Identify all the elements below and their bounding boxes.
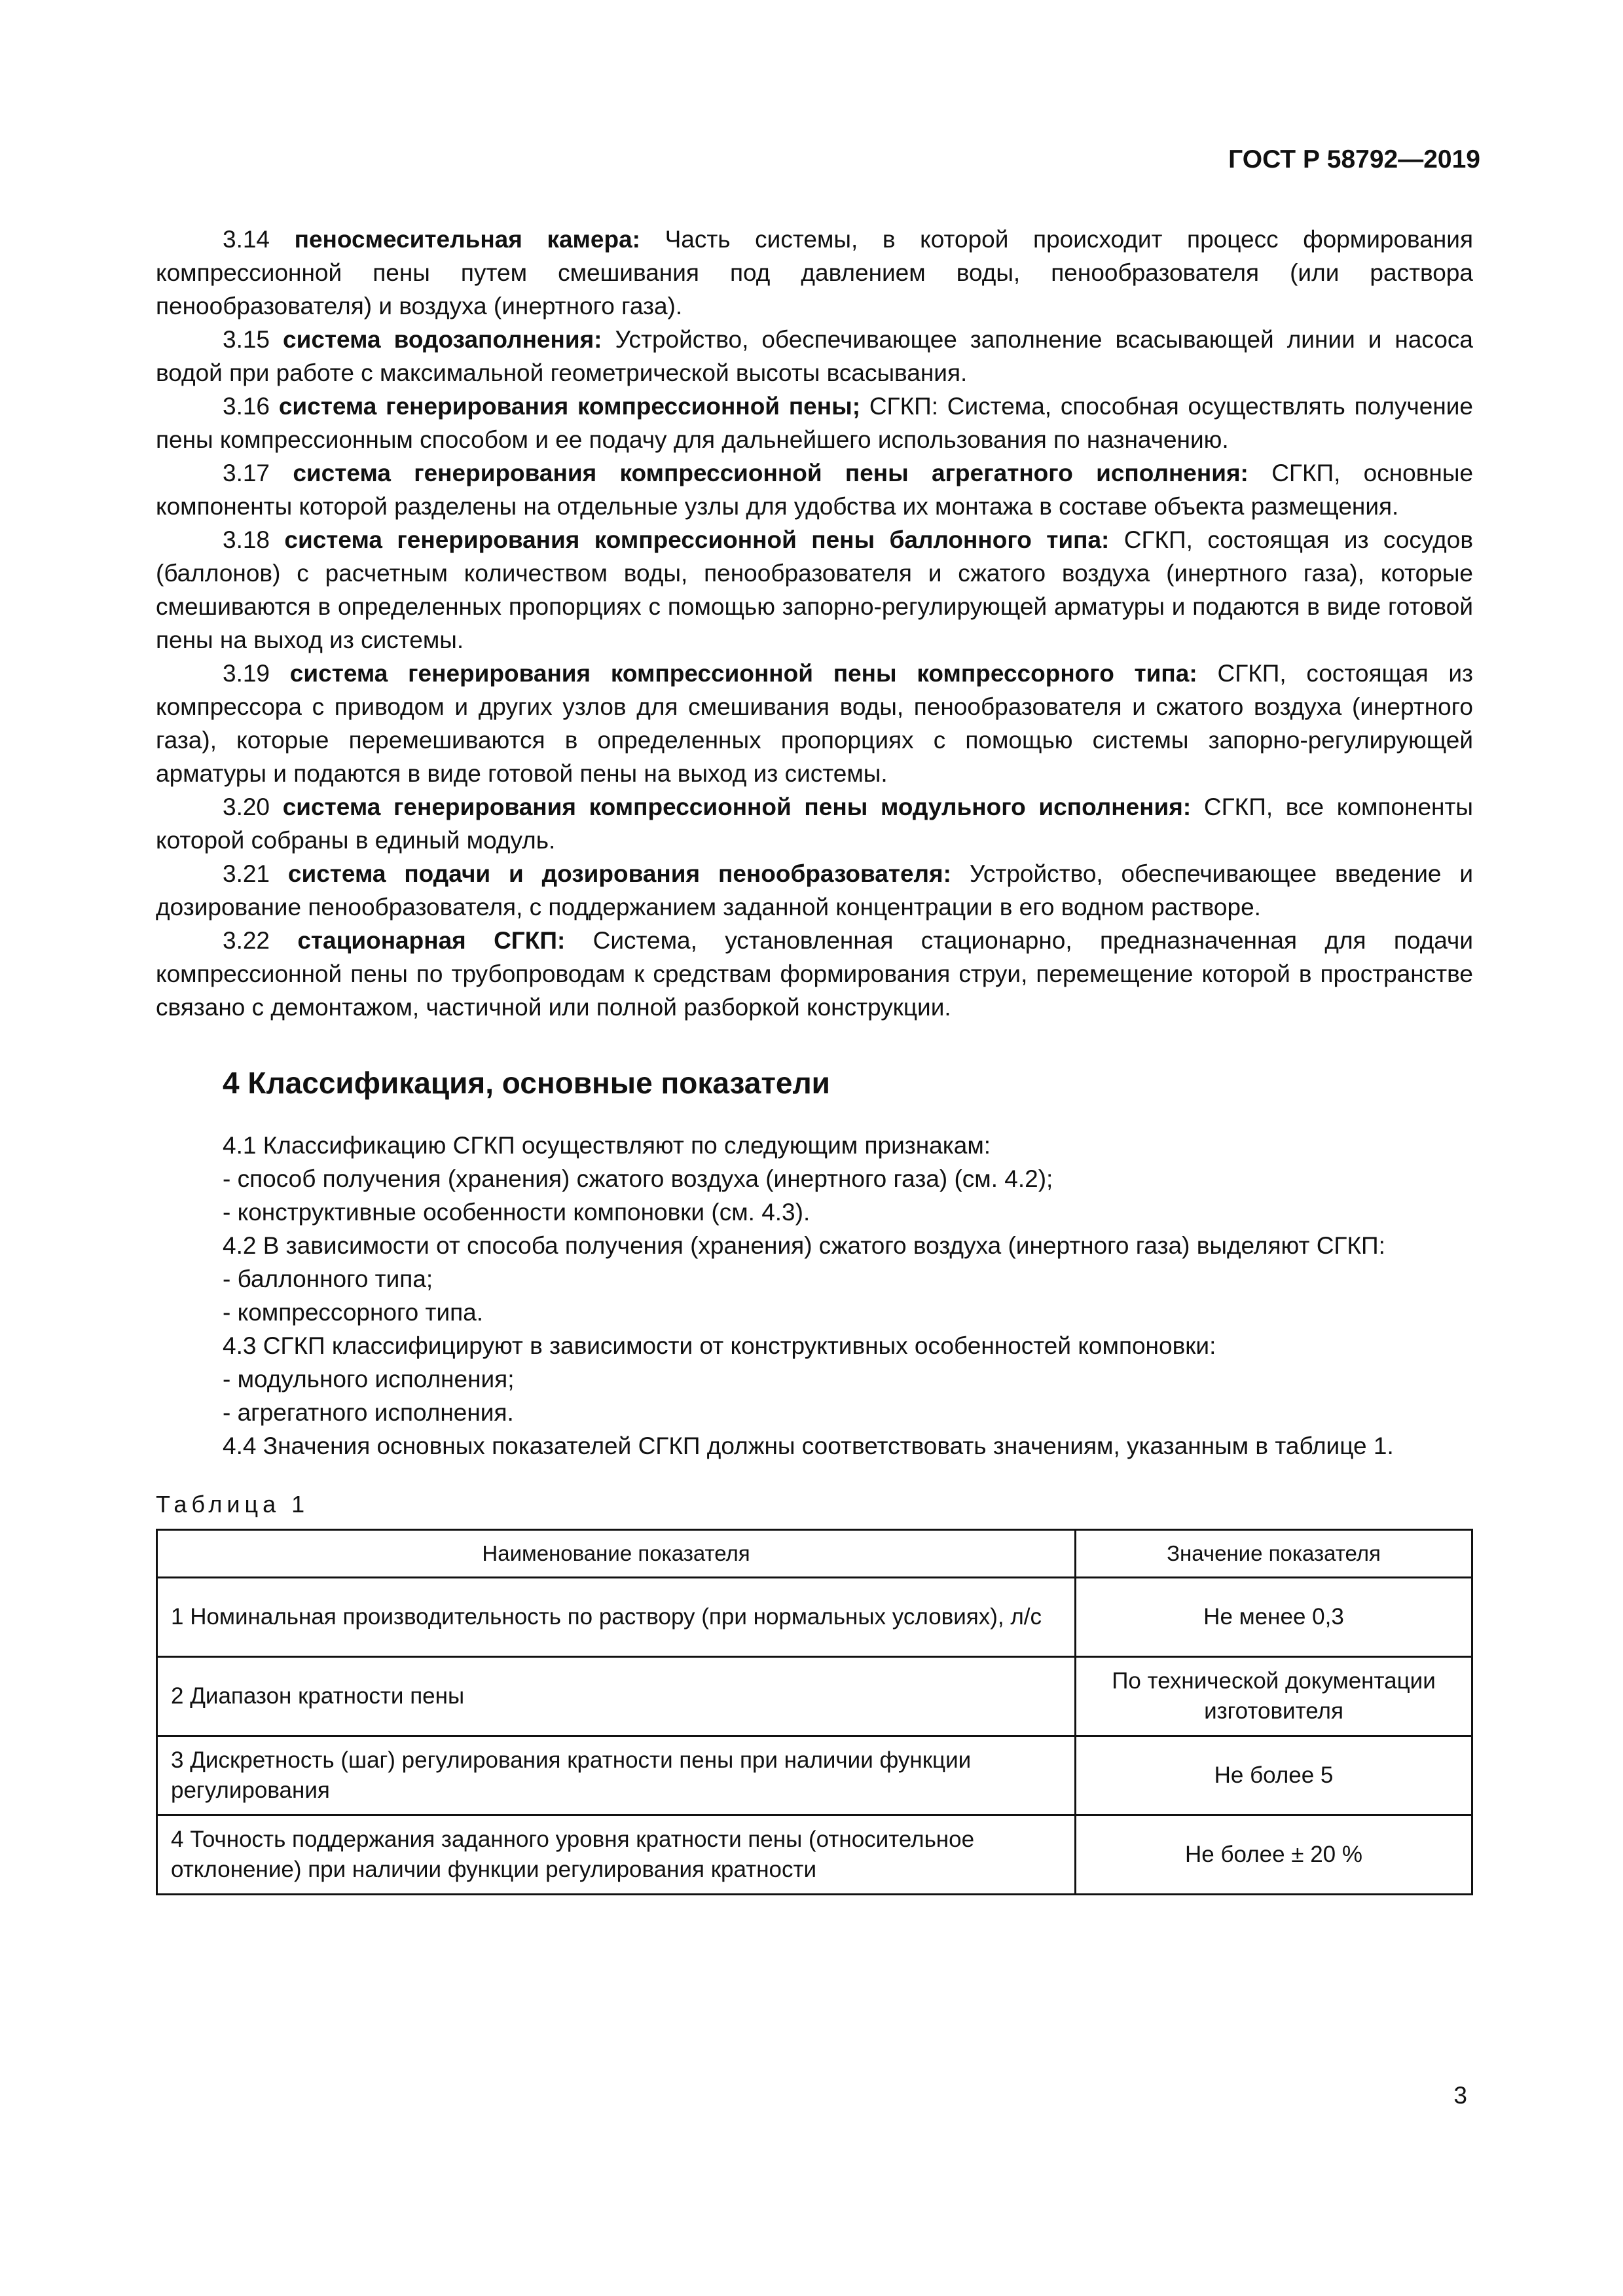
term: система водозаполнения: xyxy=(283,326,602,353)
paragraph-4-3: 4.3 СГКП классифицируют в зависимости от конструктивных особенностей компоновки: xyxy=(223,1332,1216,1359)
definition-3-14: 3.14 пеносмесительная камера: Часть системы, в которой происходит процесс формирования компрессионной пены путем смешивания под давлением воды, пенообразователя (или раствора пенообразователя) и воздуха (инертного газа). xyxy=(156,226,1474,319)
definition-3-15: 3.15 система водозаполнения: Устройство, обеспечивающее заполнение всасывающей линии и насоса водой при работе с максимальной геометрической высоты всасывания. xyxy=(156,326,1473,386)
definition-3-20: 3.20 система генерирования компрессионной пены модульного исполнения: СГКП, все компоненты которой собраны в единый модуль. xyxy=(156,793,1474,854)
definition-3-18: 3.18 система генерирования компрессионной пены баллонного типа: СГКП, состоящая из сосудов (баллонов) с расчетным количеством воды, пенообразователя и сжатого воздуха (инертного газа), которые смешиваются в определенных пропорциях с помощью запорно-регулирующей арматуры и подаются в виде готовой пены на выход из системы. xyxy=(156,526,1474,653)
definition-3-21: 3.21 система подачи и дозирования пенообразователя: Устройство, обеспечивающее введение и дозирование пенообразователя, с поддержанием заданной концентрации в его водном растворе. xyxy=(156,860,1473,920)
list-item: - агрегатного исполнения. xyxy=(223,1399,514,1426)
page-number: 3 xyxy=(1453,2082,1467,2109)
table-caption: Таблица 1 xyxy=(156,1491,310,1518)
page-content xyxy=(156,223,1473,1895)
list-item: - конструктивные особенности компоновки (см. 4.3). xyxy=(223,1199,811,1226)
table-row xyxy=(157,1815,1472,1895)
table-row xyxy=(157,1657,1472,1736)
paragraph-4-2: 4.2 В зависимости от способа получения (хранения) сжатого воздуха (инертного газа) выделяют СГКП: xyxy=(223,1232,1385,1259)
definition-3-22: 3.22 стационарная СГКП: Система, установленная стационарно, предназначенная для подачи компрессионной пены по трубопроводам к средствам формирования струи, перемещение которой в пространстве связано с демонтажом, частичной или полной разборкой конструкции. xyxy=(156,927,1473,1021)
paragraph-4-4: 4.4 Значения основных показателей СГКП должны соответствовать значениям, указанным в таблице 1. xyxy=(223,1432,1394,1459)
table-cell-name: 3 Дискретность (шаг) регулирования кратности пены при наличии функции регулирования xyxy=(157,1736,1076,1815)
list-item: - модульного исполнения; xyxy=(223,1366,515,1393)
term: система генерирования компрессионной пены агрегатного исполнения: xyxy=(293,460,1249,486)
standard-code-header: ГОСТ Р 58792—2019 xyxy=(1228,145,1480,173)
table-cell-name: 1 Номинальная производительность по раствору (при нормальных условиях), л/с xyxy=(157,1578,1076,1657)
table-cell-value: По технической документации изготовителя xyxy=(1076,1657,1472,1736)
table-cell-name: 4 Точность поддержания заданного уровня кратности пены (относительное отклонение) при наличии функции регулирования кратности xyxy=(157,1815,1076,1895)
definition-3-19: 3.19 система генерирования компрессионной пены компрессорного типа: СГКП, состоящая из компрессора с приводом и других узлов для смешивания воды, пенообразователя и сжатого воздуха (инертного газа), которые перемешиваются в определенных пропорциях с помощью системы запорно-регулирующей арматуры и подаются в виде готовой пены на выход из системы. xyxy=(156,660,1474,787)
table-header-value: Значение показателя xyxy=(1076,1530,1472,1578)
section-4-title: 4 Классификация, основные показатели xyxy=(223,1066,830,1100)
table-row xyxy=(157,1736,1472,1815)
paragraph-4-1: 4.1 Классификацию СГКП осуществляют по следующим признакам: xyxy=(223,1132,991,1159)
term: стационарная СГКП: xyxy=(297,927,566,954)
table-cell-name: 2 Диапазон кратности пены xyxy=(157,1657,1076,1736)
list-item: - баллонного типа; xyxy=(223,1266,433,1292)
table-header-name: Наименование показателя xyxy=(157,1530,1076,1578)
term: пеносмесительная камера: xyxy=(294,226,640,253)
term: система подачи и дозирования пенообразователя: xyxy=(287,860,951,887)
list-item: - способ получения (хранения) сжатого воздуха (инертного газа) (см. 4.2); xyxy=(223,1165,1053,1192)
table-cell-value: Не более ± 20 % xyxy=(1076,1815,1472,1895)
table-cell-value: Не более 5 xyxy=(1076,1736,1472,1815)
table-row xyxy=(157,1578,1472,1657)
list-item: - компрессорного типа. xyxy=(223,1299,484,1326)
term: система генерирования компрессионной пены модульного исполнения: xyxy=(282,793,1192,820)
term: система генерирования компрессионной пены; xyxy=(278,393,861,420)
table-cell-value: Не менее 0,3 xyxy=(1076,1578,1472,1657)
definition-3-17: 3.17 система генерирования компрессионной пены агрегатного исполнения: СГКП, основные компоненты которой разделены на отдельные узлы для удобства их монтажа в составе объекта размещения. xyxy=(156,460,1474,520)
indicators-table xyxy=(156,1529,1473,1895)
definition-3-16: 3.16 система генерирования компрессионной пены; СГКП: Система, способная осуществлять получение пены компрессионным способом и ее подачу для дальнейшего использования по назначению. xyxy=(156,393,1474,453)
term: система генерирования компрессионной пены компрессорного типа: xyxy=(289,660,1197,687)
term: система генерирования компрессионной пены баллонного типа: xyxy=(284,526,1110,553)
